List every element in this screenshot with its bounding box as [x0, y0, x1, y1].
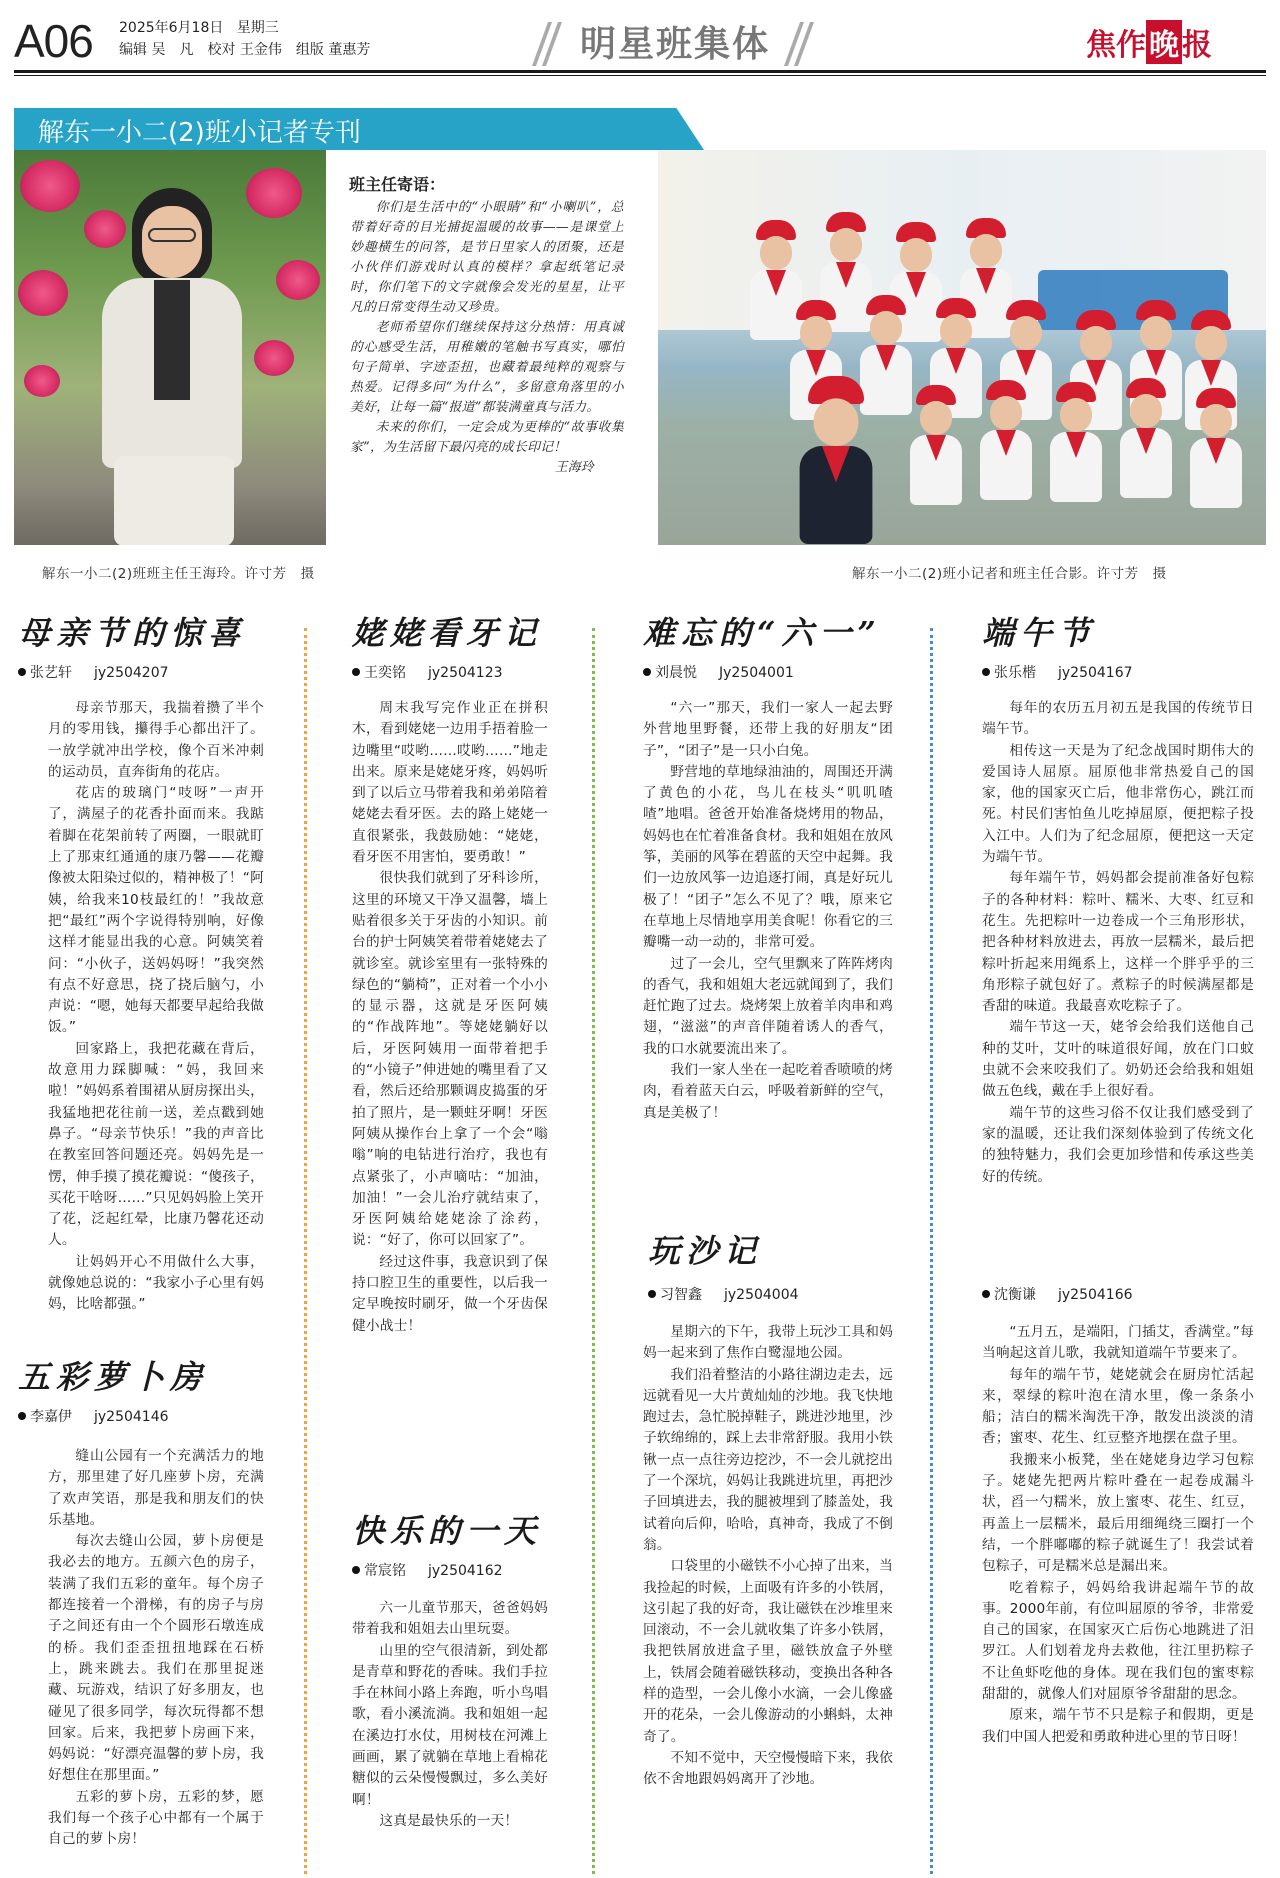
column-separator [592, 628, 595, 1874]
article-paragraph: 六一儿童节那天，爸爸妈妈带着我和姐姐去山里玩耍。 [352, 1600, 548, 1638]
issue-weekday: 星期三 [236, 20, 279, 36]
article-title: 端午节 [982, 614, 1097, 652]
column-name: 明星班集体 [580, 23, 771, 65]
article-paragraph: 吃着粽子，妈妈给我讲起端午节的故事。2000年前，有位叫屈原的爷爷，非常爱自己的国家，在国家灭亡后伤心地跳进了汨罗江。人们划着龙舟去救他，往江里扔粽子不让鱼虾吃他的身体。现在我们包的蜜枣粽甜甜的，就像人们对屈原爷爷甜甜的思念。 [982, 1579, 1254, 1703]
article-paragraph: 回家路上，我把花藏在背后，故意用力踩脚喊：“妈，我回来啦！”妈妈系着围裙从厨房探出头，我猛地把花往前一送，差点戳到她鼻子。“母亲节快乐！”我的声音比在教室回答问题还亮。妈妈先是一愣，伸手摸了摸花瓣说：“傻孩子，买花干啥呀……”只见妈妈脸上笑开了花，泛起红晕，比康乃馨花还动人。 [48, 1040, 264, 1249]
article-paragraph: 口袋里的小磁铁不小心掉了出来，当我捡起的时候，上面吸有许多的小铁屑，这引起了我的好奇，我让磁铁在沙堆里来回滚动，不一会儿就收集了许多小铁屑，我把铁屑放进盒子里，磁铁放盒子外壁上，铁屑会随着磁铁移动，变换出各种各样的造型，一会儿像小水滴，一会儿像盛开的花朵，一会儿像游动的小蝌蚪，太神奇了。 [643, 1558, 893, 1745]
article-paragraph: 野营地的草地绿油油的，周围还开满了黄色的小花，鸟儿在枝头“叽叽喳喳”地唱。爸爸开始准备烧烤用的物品，妈妈也在忙着准备食材。我和姐姐在放风筝，美丽的风筝在碧蓝的天空中起舞。我们一边放风筝一边追逐打闹，真是好玩儿极了！“团子”怎么不见了？哦，原来它在草地上尽情地享用美食呢！你看它的三瓣嘴一动一动的，非常可爱。 [643, 763, 893, 951]
reporter-code: jy2504123 [428, 665, 503, 681]
page-number: A06 [14, 15, 93, 67]
article-byline [982, 662, 1133, 682]
teacher-photo [14, 150, 326, 545]
article-paragraph: 每年的端午节，姥姥就会在厨房忙活起来，翠绿的粽叶泡在清水里，像一条条小船；洁白的糯米淘洗干净，散发出淡淡的清香；蜜枣、花生、红豆整齐地摆在盘子里。 [982, 1366, 1254, 1447]
article-paragraph: 五彩的萝卜房，五彩的梦，愿我们每一个孩子心中都有一个属于自己的萝卜房！ [48, 1788, 264, 1848]
article-paragraph: 不知不觉中，天空慢慢暗下来，我依依不舍地跟妈妈离开了沙地。 [643, 1749, 893, 1788]
article-paragraph: 我搬来小板凳，坐在姥姥身边学习包粽子。姥姥先把两片粽叶叠在一起卷成漏斗状，舀一勺糯米，放上蜜枣、花生、红豆，再盖上一层糯米，最后用细绳绕三圈打一个结，一个胖嘟嘟的粽子就诞生了！我尝试着包粽子，可是糯米总是漏出来。 [982, 1451, 1254, 1575]
header-rule [14, 70, 1266, 73]
article-paragraph: 周末我写完作业正在拼积木，看到姥姥一边用手捂着脸一边嘴里“哎哟……哎哟……”地走出来。原来是姥姥牙疼，妈妈听到了以后立马带着我和弟弟陪着姥姥去看牙医。去的路上姥姥一直很紧张，我鼓励她：“姥姥，看牙医不用害怕，要勇敢！” [352, 700, 548, 866]
teacher-signature: 王海玲 [554, 460, 594, 475]
article-byline [352, 1560, 503, 1580]
article-paragraph: 母亲节那天，我揣着攒了半个月的零用钱，攥得手心都出汗了。一放学就冲出学校，像个百米冲刺的运动员，直奔街角的花店。 [48, 700, 264, 780]
article-title: 快乐的一天 [352, 1512, 543, 1550]
author-name: 张乐楷 [994, 665, 1036, 681]
article-paragraph: “六一”那天，我们一家人一起去野外营地里野餐，还带上我的好朋友“团子”，“团子”是一只小白兔。 [643, 700, 893, 759]
article-body [643, 1322, 893, 1791]
issue-date: 2025年6月18日 [119, 20, 224, 36]
article-paragraph: 这真是最快乐的一天！ [379, 1812, 519, 1829]
article-paragraph: 让妈妈开心不用做什么大事，就像她总说的：“我家小子心里有妈妈，比啥都强。” [48, 1253, 264, 1313]
class-group-photo [658, 150, 1266, 545]
author-name: 王奕铭 [364, 665, 406, 681]
article-paragraph: 端午节的这些习俗不仅让我们感受到了家的温暖，还让我们深刻体验到了传统文化的独特魅力，我们会更加珍惜和传承这些美好的传统。 [982, 1104, 1254, 1185]
column-separator [304, 628, 307, 1874]
author-name: 沈衡谦 [994, 1287, 1036, 1303]
article-paragraph: 我们沿着整洁的小路往湖边走去，远远就看见一大片黄灿灿的沙地。我飞快地跑过去，急忙脱掉鞋子，跳进沙地里，沙子软绵绵的，踩上去非常舒服。我用小铁锹一点一点往旁边挖沙，不一会儿就挖出了一个深坑，妈妈让我跳进坑里，再把沙子回填进去，我的腿被埋到了膝盖处，我试着向后仰，哈哈，真神奇，我成了不倒翁。 [643, 1366, 893, 1553]
teacher-message-paragraph: 老师希望你们继续保持这分热情：用真诚的心感受生活，用稚嫩的笔触书写真实，哪怕句子简单、字迹歪扭，也藏着最纯粹的观察与热爱。记得多问“为什么”，多留意角落里的小美好，让每一篇“报道”都装满童真与活力。 [350, 320, 624, 415]
article-byline [352, 662, 503, 682]
article-paragraph: 缝山公园有一个充满活力的地方，那里建了好几座萝卜房，充满了欢声笑语，那是我和朋友们的快乐基地。 [48, 1448, 264, 1528]
reporter-code: jy2504166 [1058, 1287, 1133, 1303]
author-name: 刘晨悦 [655, 665, 697, 681]
reporter-code: jy2504167 [1058, 665, 1133, 681]
article-paragraph: 端午节这一天，姥爷会给我们送他自己种的艾叶，艾叶的味道很好闻，放在门口蚊虫就不会来咬我们了。奶奶还会给我和姐姐做五色线，戴在手上很好看。 [982, 1019, 1254, 1100]
author-name: 李嘉伊 [30, 1409, 72, 1425]
author-name: 常宸铭 [364, 1563, 406, 1579]
article-paragraph: 每年的农历五月初五是我国的传统节日端午节。 [982, 700, 1254, 738]
reporter-code: jy2504146 [94, 1409, 169, 1425]
editorial-credits: 编辑 吴 凡 校对 王金伟 组版 董惠芳 [119, 42, 371, 58]
article-paragraph: 相传这一天是为了纪念战国时期伟大的爱国诗人屈原。屈原他非常热爱自己的国家，他的国家灭亡后，他非常伤心，跳江而死。村民们害怕鱼儿吃掉屈原，便把粽子投入江中。人们为了纪念屈原，便把这一天定为端午节。 [982, 742, 1254, 866]
article-paragraph: 很快我们就到了牙科诊所，这里的环境又干净又温馨，墙上贴着很多关于牙齿的小知识。前台的护士阿姨笑着带着姥姥去了就诊室。就诊室里有一张特殊的绿色的“躺椅”，正对着一个小小的显示器，这就是牙医阿姨的“作战阵地”。等姥姥躺好以后，牙医阿姨用一面带着把手的“小镜子”伸进她的嘴里看了又看，然后还给那颗调皮捣蛋的牙拍了照片，是一颗蛀牙啊！牙医阿姨从操作台上拿了一个会“嗡嗡”响的电钻进行治疗，我也有点紧张了，小声嘀咕：“加油，加油！”一会儿治疗就结束了，牙医阿姨给姥姥涂了涂药，说：“好了，你可以回家了”。 [352, 870, 548, 1249]
article-body [982, 1322, 1254, 1748]
header-rule-thin [14, 75, 1266, 76]
teacher-message-text [350, 198, 624, 478]
article-title: 难忘的“六一” [643, 614, 882, 652]
article-body [643, 698, 893, 1124]
article-body [352, 698, 548, 1337]
article-title: 母亲节的惊喜 [18, 614, 247, 652]
article-title: 姥姥看牙记 [352, 614, 543, 652]
article-paragraph: 星期六的下午，我带上玩沙工具和妈妈一起来到了焦作白鹭湿地公园。 [643, 1324, 893, 1362]
article-paragraph: 花店的玻璃门“吱呀”一声开了，满屋子的花香扑面而来。我踮着脚在花架前转了两圈，一眼就盯上了那束红通通的康乃馨——花瓣像被太阳染过似的，精神极了！“阿姨，给我来10枝最红的！”我故意把“最红”两个字说得特别响，好像这样才能显出我的心意。阿姨笑着问：“小伙子，送妈妈呀！”我突然有点不好意思，挠了挠后脑勺，小声说：“嗯，她每天都要早起给我做饭。” [48, 785, 264, 1036]
article-body [48, 698, 264, 1316]
article-byline [643, 662, 794, 682]
teacher-message-title: 班主任寄语： [349, 175, 446, 194]
article-byline [18, 1406, 169, 1426]
article-body [48, 1446, 264, 1851]
reporter-code: jy2504207 [94, 665, 169, 681]
teacher-photo-caption: 解东一小二(2)班班主任王海玲。许寸芳 摄 [42, 566, 315, 582]
feature-banner-title: 解东一小二(2)班小记者专刊 [38, 118, 361, 148]
article-paragraph: 每年端午节，妈妈都会提前准备好包粽子的各种材料：粽叶、糯米、大枣、红豆和花生。先把粽叶一边卷成一个三角形形状，把各种材料放进去，再放一层糯米，最后把粽叶折起来用绳系上，这样一个胖乎乎的三角形粽子就包好了。煮粽子的时候满屋都是香甜的味道。我最喜欢吃粽子了。 [982, 870, 1254, 1015]
column-separator [930, 628, 933, 1874]
teacher-figure [92, 188, 252, 528]
reporter-code: jy2504162 [428, 1563, 503, 1579]
article-byline [982, 1284, 1133, 1304]
article-paragraph: 过了一会儿，空气里飘来了阵阵烤肉的香气，我和姐姐大老远就闻到了，我们赶忙跑了过去。烧烤架上放着羊肉串和鸡翅，“滋滋”的声音伴随着诱人的香气，我的口水就要流出来了。 [643, 955, 893, 1057]
group-photo-caption: 解东一小二(2)班小记者和班主任合影。许寸芳 摄 [852, 566, 1167, 582]
article-title: 玩沙记 [648, 1232, 763, 1270]
author-name: 习智鑫 [660, 1287, 702, 1303]
issue-info [119, 17, 370, 61]
article-paragraph: “五月五，是端阳，门插艾，香满堂。”每当响起这首儿歌，我就知道端午节要来了。 [982, 1324, 1254, 1362]
article-paragraph: 我们一家人坐在一起吃着香喷喷的烤肉，看着蓝天白云，呼吸着新鲜的空气，真是美极了！ [643, 1062, 893, 1121]
article-title: 五彩萝卜房 [18, 1358, 209, 1396]
article-paragraph: 原来，端午节不只是粽子和假期，更是我们中国人把爱和勇敢种进心里的节日呀！ [982, 1707, 1254, 1745]
teacher-message-paragraph: 未来的你们，一定会成为更棒的“故事收集家”，为生活留下最闪亮的成长印记！ [350, 420, 624, 455]
teacher-message-paragraph: 你们是生活中的“小眼睛”和“小喇叭”，总带着好奇的目光捕捉温暖的故事——是课堂上妙趣横生的问答，是节日里家人的团聚，还是小伙伴们游戏时认真的模样？拿起纸笔记录时，你们笔下的文字就像会发光的星星，让平凡的日常变得生动又珍贵。 [350, 200, 624, 315]
article-paragraph: 每次去缝山公园，萝卜房便是我必去的地方。五颜六色的房子，装满了我们五彩的童年。每个房子都连接着一个滑梯，有的房子与房子之间还有由一个个圆形石墩连成的桥。我们歪歪扭扭地踩在石桥上，跳来跳去。我们在那里捉迷藏、玩游戏，结识了好多朋友，也碰见了很多同学，每次玩得都不想回家。后来，我把萝卜房画下来，妈妈说：“好漂亮温馨的萝卜房，我好想住在那里面。” [48, 1533, 264, 1784]
article-paragraph: 山里的空气很清新，到处都是青草和野花的香味。我们手拉手在林间小路上奔跑，听小鸟唱歌，看小溪流淌。我和姐姐一起在溪边打水仗，用树枝在河滩上画画，累了就躺在草地上看棉花糖似的云朵慢慢飘过，多么美好啊！ [352, 1642, 548, 1808]
reporter-code: Jy2504001 [719, 665, 794, 681]
article-paragraph: 经过这件事，我意识到了保持口腔卫生的重要性，以后我一定早晚按时刷牙，做一个牙齿保健小战士！ [352, 1253, 548, 1334]
article-body [352, 1598, 548, 1832]
author-name: 张艺轩 [30, 665, 72, 681]
reporter-code: jy2504004 [724, 1287, 799, 1303]
newspaper-logo: 焦作 晚 报 [1086, 20, 1212, 64]
article-body [982, 698, 1254, 1188]
article-byline [18, 662, 169, 682]
article-byline [648, 1284, 799, 1304]
